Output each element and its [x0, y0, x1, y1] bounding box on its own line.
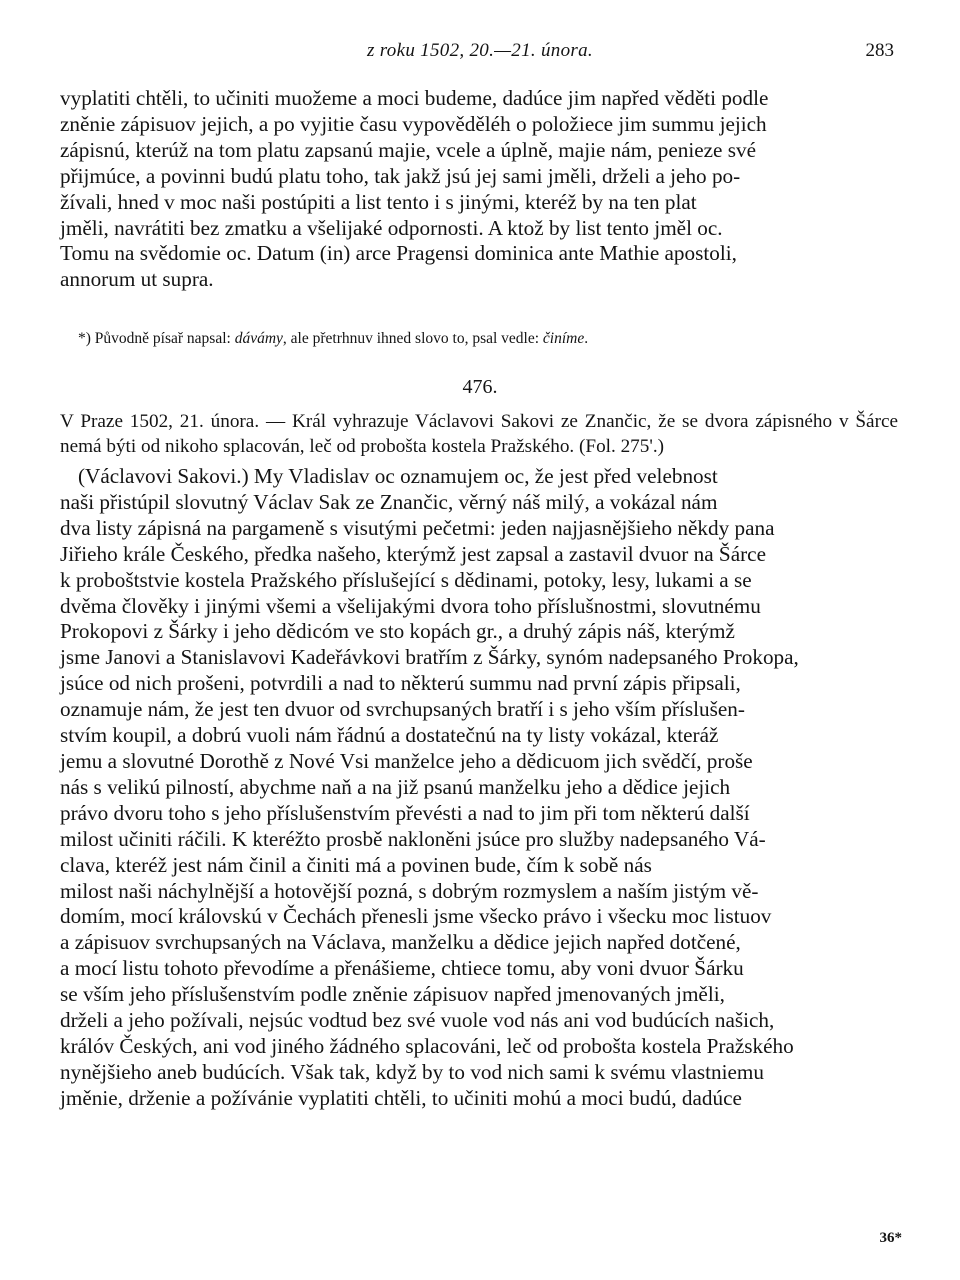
text-line: zněnie zápisuov jejich, a po vyjitie času vypověděléh o položiece jim summu jejich	[60, 111, 767, 136]
text-line: dvěma člověky i jinými všemi a všelijakými dvora toho příslušnostmi, slovutnému	[60, 593, 761, 618]
text-line: stvím koupil, a dobrú vuoli nám řádnú a dostatečnú na ty listy vokázal, kteráž	[60, 723, 719, 748]
text-line: dva listy zápisná na pargameně s visutými pečetmi: jeden najjasnějšieho někdy pana	[60, 515, 775, 540]
text-line: Tomu na svědomie oc. Datum (in) arce Pragensi dominica ante Mathie apostoli,	[60, 241, 737, 266]
sheet-signature: 36*	[879, 1230, 902, 1246]
page-number: 283	[865, 40, 894, 61]
continuation-text	[60, 86, 898, 293]
text-line: vyplatiti chtěli, to učiniti muožeme a moci budeme, dadúce jim napřed věděti podle	[60, 86, 769, 110]
text-line: právo dvoru toho s jeho příslušenstvím převésti a nad to jim při tom některú další	[60, 800, 750, 825]
text-line: Jiřieho krále Českého, předka našeho, kterýmž jest zapsal a zastavil dvuor na Šárce	[60, 541, 766, 566]
document-regest: V Praze 1502, 21. února. — Král vyhrazuje Václavovi Sakovi ze Znančic, že se dvora zápisného v Šárce nemá býti od nikoho splacován, leč od probošta kostela Pražského. (Fol. 275'.)	[60, 411, 898, 457]
footnote-text: Původně písař napsal:	[90, 330, 235, 347]
footnote-marker: *)	[78, 330, 91, 347]
text-line: jsúce od nich prošeni, potvrdili a nad to některú summu nad první zápis připsali,	[60, 671, 741, 696]
text-line: a mocí listu tohoto převodíme a přenášieme, chtiece tomu, aby voni dvuor Šárku	[60, 956, 744, 981]
text-line: nynějšieho aneb budúcích. Však tak, když by to vod nich sami k svému vlastniemu	[60, 1059, 764, 1084]
footnote	[78, 329, 898, 349]
footnote-original-word: dávámy	[234, 330, 283, 347]
text-line: milost naši náchylnější a hotovější pozná, s dobrým rozmyslem a naším jistým vě-	[60, 878, 759, 903]
footnote-text: .	[584, 330, 589, 347]
text-line: se vším jeho příslušenstvím podle zněnie zápisuov napřed jmenovaných jměli,	[60, 982, 725, 1007]
text-line: domím, mocí královskú v Čechách přenesli jsme všecko právo i všecku moc listuov	[60, 904, 772, 929]
text-line: drželi a jeho požívali, nejsúc vodtud bez své vuole vod nás ani vod budúcích našich,	[60, 1008, 775, 1033]
text-line: annorum ut supra.	[60, 267, 214, 292]
text-line: Prokopovi z Šárky i jeho dědicóm ve sto kopách gr., a druhý zápis náš, kterýmž	[60, 619, 735, 644]
text-line: jemu a slovutné Dorothě z Nové Vsi manželce jeho a dědicuom jich svědčí, proše	[60, 748, 753, 773]
text-line: jměli, navrátiti bez zmatku a všelijaké odpornosti. A ktož by list tento jměl oc.	[60, 215, 723, 240]
text-line: žívali, hned v moc naši postúpiti a list tento i s jinými, kteréž by na ten plat	[60, 189, 697, 214]
document-number: 476.	[462, 376, 498, 398]
text-line: přijmúce, a povinni budú platu toho, tak jakž jsú jej sami jměli, drželi a jeho po-	[60, 163, 741, 188]
text-line: oznamuje nám, že jest ten dvuor od svrchupsaných bratří i s jeho vším příslušen-	[60, 697, 745, 722]
text-line: milost učiniti ráčili. K kteréžto prosbě nakloněni jsúce pro služby nadepsaného Vá-	[60, 826, 766, 851]
document-text	[60, 464, 898, 1112]
text-line: a zápisuov svrchupsaných na Václava, manželku a dědice jejich napřed dotčené,	[60, 930, 741, 955]
running-head	[60, 40, 900, 70]
text-line: zápisnú, kterúž na tom platu zapsanú majie, vcele a úplně, majie nám, penieze své	[60, 137, 756, 162]
footnote-corrected-word: činíme	[542, 330, 585, 347]
text-line: (Václavovi Sakovi.) My Vladislav oc oznamujem oc, že jest před velebnost	[78, 464, 718, 488]
footnote-text: , ale přetrhnuv ihned slovo to, psal vedle:	[282, 330, 543, 347]
text-line: jměnie, drženie a požívánie vyplatiti chtěli, to učiniti mohú a moci budú, dadúce	[60, 1085, 742, 1110]
text-line: jsme Janovi a Stanislavovi Kadeřávkovi bratřím z Šárky, synóm nadepsaného Prokopa,	[60, 645, 799, 670]
text-line: naši přistúpil slovutný Václav Sak ze Znančic, věrný náš milý, a vokázal nám	[60, 489, 718, 514]
text-line: králóv Českých, ani vod jiného žádného splacováni, leč od probošta kostela Pražského	[60, 1033, 794, 1058]
text-line: clava, kteréž jest nám činil a činiti má a povinen bude, čím k sobě nás	[60, 852, 652, 877]
text-line: nás s velikú pilností, abychme naň a na již psanú manželku jeho a dědice jejich	[60, 774, 731, 799]
text-line: k proboštstvie kostela Pražského příslušející s dědinami, potoky, lesy, lukami a se	[60, 567, 752, 592]
running-title: z roku 1502, 20.—21. února.	[367, 40, 593, 61]
